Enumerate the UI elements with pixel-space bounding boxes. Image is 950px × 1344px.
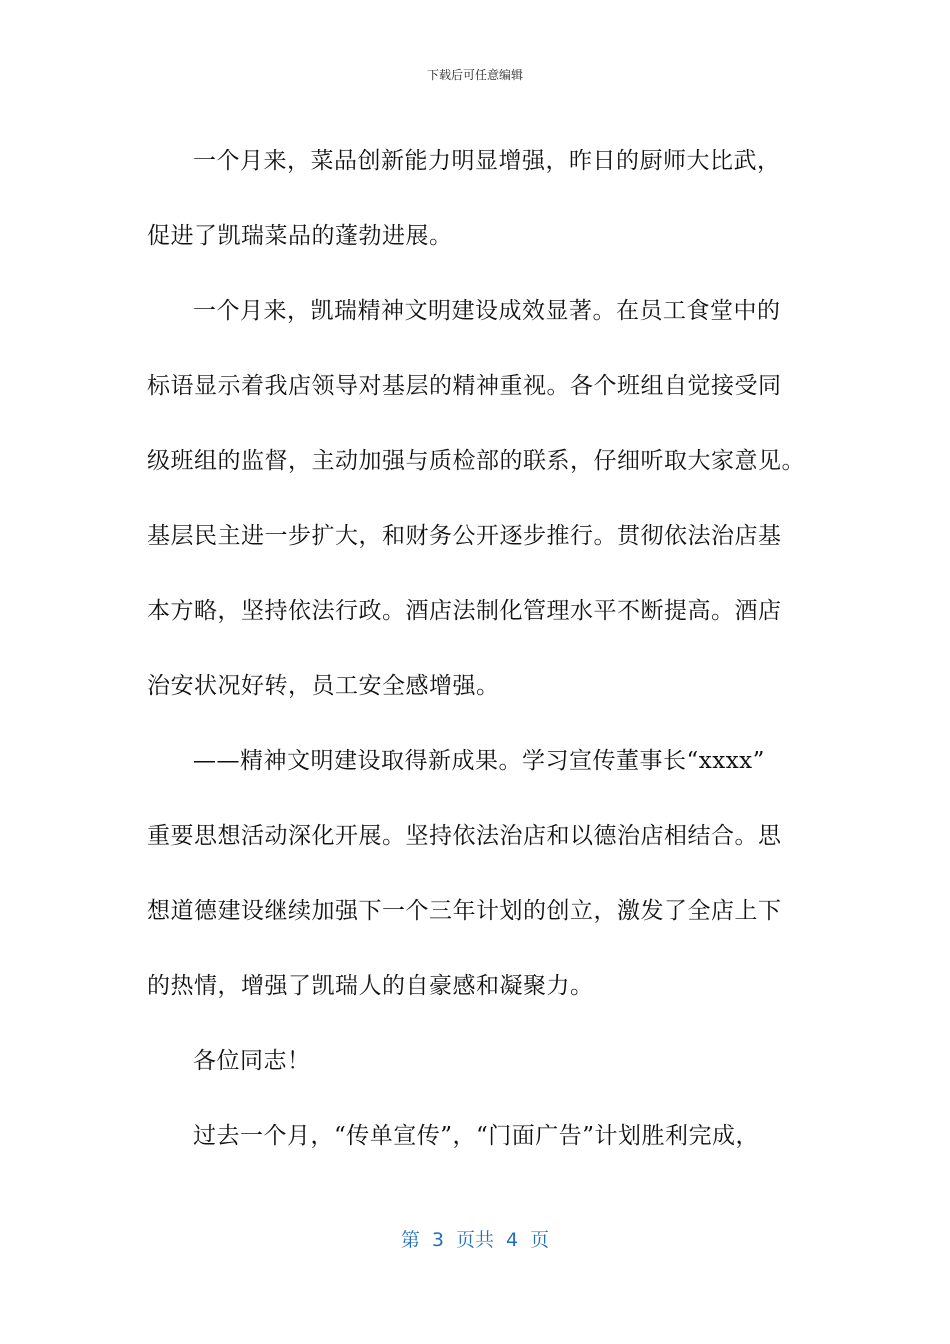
text-line: 本方略，坚持依法行政。酒店法制化管理水平不断提高。酒店 — [147, 598, 782, 624]
text-line: ——精神文明建设取得新成果。学习宣传董事长“xxxx” — [193, 748, 765, 774]
document-body — [147, 124, 811, 1174]
paragraph-new-achievements — [147, 724, 811, 1024]
paragraph-spiritual-civilization — [147, 274, 811, 724]
page-header-note: 下载后可任意编辑 — [426, 68, 523, 82]
text-line: 一个月来，菜品创新能力明显增强，昨日的厨师大比武， — [193, 148, 781, 174]
text-line: 促进了凯瑞菜品的蓬勃进展。 — [147, 223, 453, 249]
total-page-number: 4 — [506, 1229, 519, 1251]
text-line: 治安状况好转，员工安全感增强。 — [147, 673, 500, 699]
text-line: 各位同志！ — [193, 1048, 311, 1074]
paragraph-salutation — [147, 1024, 811, 1099]
text-line: 一个月来，凯瑞精神文明建设成效显著。在员工食堂中的 — [193, 298, 781, 324]
text-line: 的热情，增强了凯瑞人的自豪感和凝聚力。 — [147, 973, 594, 999]
page-number-footer — [0, 1225, 950, 1252]
current-page-number: 3 — [431, 1229, 444, 1251]
text-line: 重要思想活动深化开展。坚持依法治店和以德治店相结合。思 — [147, 823, 782, 849]
text-line: 想道德建设继续加强下一个三年计划的创立，激发了全店上下 — [147, 898, 782, 924]
text-line: 级班组的监督，主动加强与质检部的联系，仔细听取大家意见。 — [147, 448, 805, 474]
paragraph-past-month — [147, 1099, 811, 1174]
footer-suffix: 页 — [530, 1229, 550, 1251]
text-line: 过去一个月，“传单宣传”，“门面广告”计划胜利完成， — [193, 1123, 760, 1149]
footer-middle: 页共 — [455, 1229, 494, 1251]
text-line: 标语显示着我店领导对基层的精神重视。各个班组自觉接受同 — [147, 373, 782, 399]
footer-prefix: 第 — [400, 1229, 420, 1251]
paragraph-dish-innovation — [147, 124, 811, 274]
text-line: 基层民主进一步扩大，和财务公开逐步推行。贯彻依法治店基 — [147, 523, 782, 549]
